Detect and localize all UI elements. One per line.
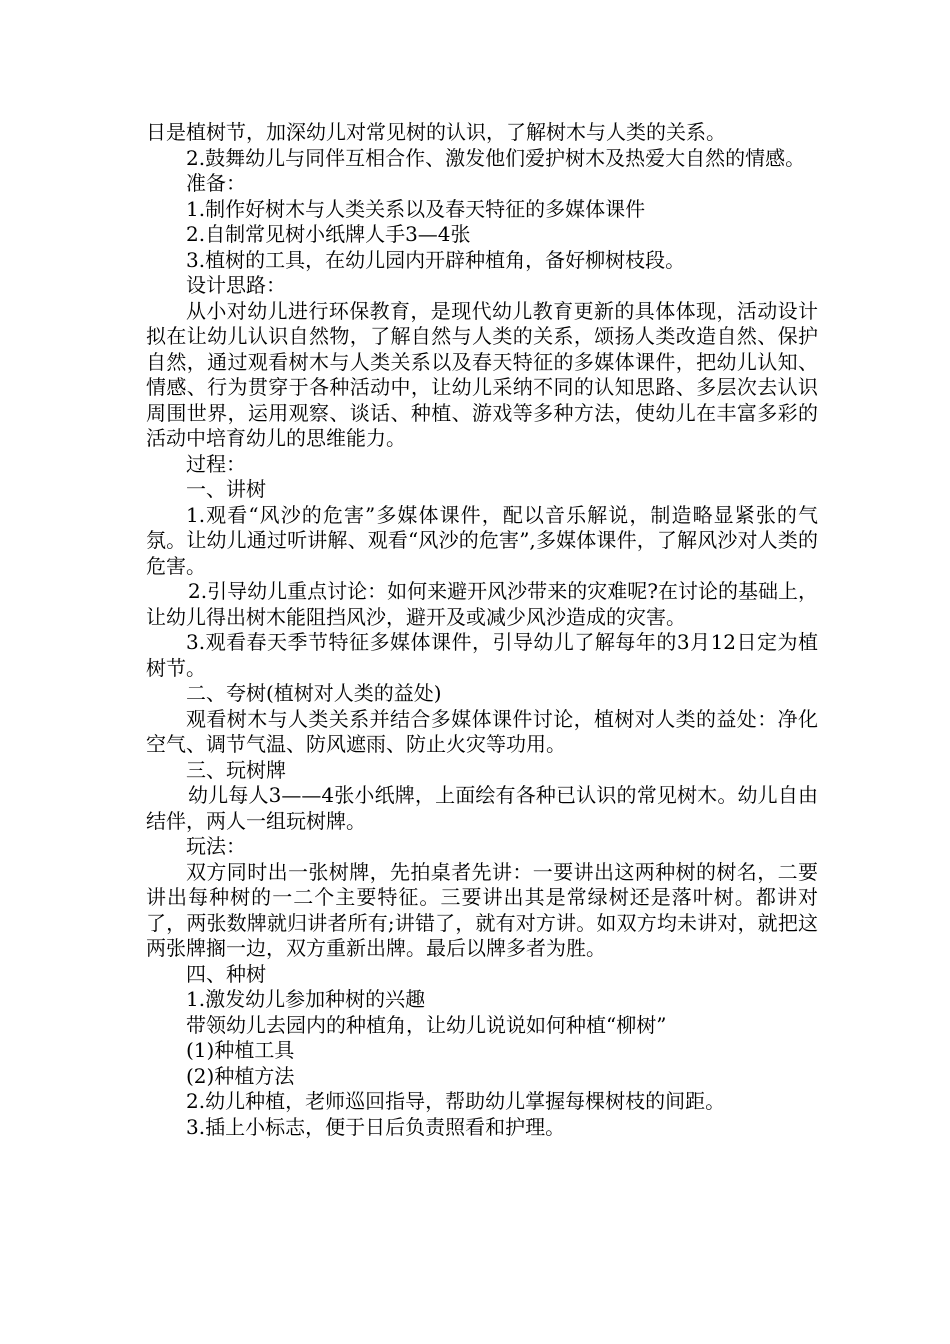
paragraph: 2.鼓舞幼儿与同伴互相合作、激发他们爱护树木及热爱大自然的情感。 (186, 145, 806, 170)
section-label: 设计思路： (186, 273, 286, 297)
paragraph: 1.观看“风沙的危害”多媒体课件，配以音乐解说，制造略显紧张的气氛。让幼儿通过听讲解、观看“风沙的危害”,多媒体课件，了解风沙对人类的危害。 (146, 502, 818, 578)
paragraph: (2)种植方法 (186, 1063, 295, 1088)
paragraph: 1.制作好树木与人类关系以及春天特征的多媒体课件 (186, 196, 646, 221)
document-body (146, 120, 818, 1140)
paragraph: 从小对幼儿进行环保教育，是现代幼儿教育更新的具体体现，活动设计拟在让幼儿认识自然物，了解自然与人类的关系，颂扬人类改造自然、保护自然，通过观看树木与人类关系以及春天特征的多媒体课件，把幼儿认知、情感、行为贯穿于各种活动中，让幼儿采纳不同的认知思路、多层次去认识周围世界，运用观察、谈话、种植、游戏等多种方法，使幼儿在丰富多彩的活动中培育幼儿的思维能力。 (146, 298, 818, 450)
paragraph: 2.引导幼儿重点讨论：如何来避开风沙带来的灾难呢?在讨论的基础上，让幼儿得出树木能阻挡风沙，避开及或减少风沙造成的灾害。 (146, 579, 818, 629)
paragraph: 2.幼儿种植，老师巡回指导，帮助幼儿掌握每棵树枝的间距。 (186, 1089, 726, 1113)
paragraph: 日是植树节，加深幼儿对常见树的认识，了解树木与人类的关系。 (146, 120, 726, 144)
paragraph: 1.激发幼儿参加种树的兴趣 (186, 987, 426, 1011)
section-heading: 二、夸树(植树对人类的益处) (186, 681, 442, 705)
section-heading: 三、玩树牌 (186, 757, 286, 782)
paragraph: 3.插上小标志，便于日后负责照看和护理。 (186, 1114, 566, 1139)
section-heading: 四、种树 (186, 961, 266, 986)
paragraph: 2.自制常见树小纸牌人手3—4张 (186, 222, 471, 246)
paragraph: 带领幼儿去园内的种植角，让幼儿说说如何种植“柳树” (186, 1012, 667, 1037)
paragraph: (1)种植工具 (186, 1038, 295, 1062)
section-label: 准备： (186, 171, 246, 195)
section-label: 玩法： (186, 834, 246, 858)
section-label: 过程： (186, 451, 246, 476)
paragraph: 幼儿每人3——4张小纸牌，上面绘有各种已认识的常见树木。幼儿自由结伴，两人一组玩树牌。 (146, 783, 818, 833)
paragraph: 3.观看春天季节特征多媒体课件，引导幼儿了解每年的3月12日定为植树节。 (146, 630, 818, 680)
paragraph: 观看树木与人类关系并结合多媒体课件讨论，植树对人类的益处：净化空气、调节气温、防风遮雨、防止火灾等功用。 (146, 706, 818, 756)
paragraph: 双方同时出一张树牌，先拍桌者先讲：一要讲出这两种树的树名，二要讲出每种树的一二个主要特征。三要讲出其是常绿树还是落叶树。都讲对了，两张数牌就归讲者所有;讲错了，就有对方讲。如双方均未讲对，就把这两张牌搁一边，双方重新出牌。最后以牌多者为胜。 (146, 859, 818, 960)
section-heading: 一、讲树 (186, 477, 266, 501)
paragraph: 3.植树的工具，在幼儿园内开辟种植角，备好柳树枝段。 (186, 247, 686, 272)
